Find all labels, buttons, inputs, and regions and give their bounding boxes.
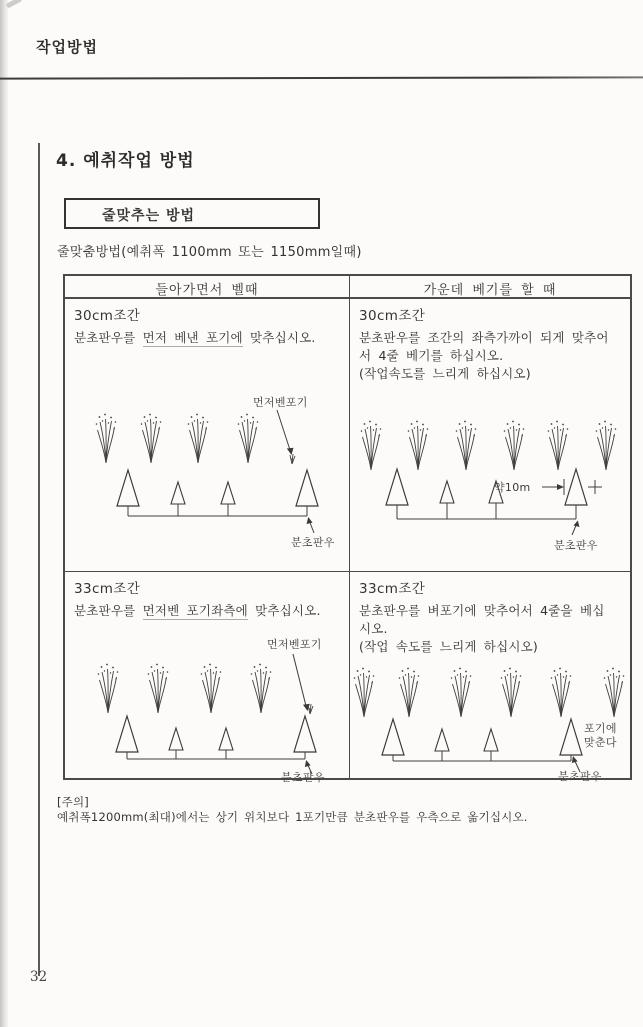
divider-marker-icon bbox=[116, 716, 138, 752]
running-header: 작업방법 bbox=[36, 38, 98, 56]
arrowhead bbox=[307, 517, 313, 524]
rice-plant-icon bbox=[201, 664, 222, 713]
divider-marker-icon bbox=[219, 728, 233, 750]
cell-text bbox=[74, 577, 343, 620]
text-post: 맞추십시오. bbox=[247, 603, 321, 618]
text-underlined: 먼저 베낸 포기에 bbox=[142, 330, 243, 345]
divider-marker-icon bbox=[440, 481, 454, 503]
rice-plant-icon bbox=[98, 664, 119, 713]
rice-plant-icon bbox=[548, 421, 569, 470]
header-rule bbox=[0, 76, 643, 79]
rice-plant-icon bbox=[141, 414, 162, 463]
rice-plant-icon bbox=[148, 664, 169, 713]
label-cut-clump: 먼저벤포기 bbox=[267, 638, 322, 651]
cell-30cm-center bbox=[350, 299, 630, 572]
rice-plant-icon bbox=[399, 668, 420, 717]
cell-text bbox=[359, 577, 624, 656]
arrowhead bbox=[287, 448, 294, 455]
rice-plant-icon bbox=[96, 414, 117, 463]
rice-plant-icon bbox=[238, 414, 259, 463]
row-spacing-title: 33cm조간 bbox=[359, 581, 426, 597]
notice bbox=[57, 795, 528, 825]
divider-marker-icon bbox=[382, 719, 404, 755]
scan-artifact bbox=[6, 0, 22, 8]
divider-marker-icon bbox=[294, 716, 316, 752]
section-vertical-rule bbox=[38, 143, 40, 976]
rice-plant-icon bbox=[604, 668, 625, 717]
diagram-30cm-center bbox=[350, 399, 633, 572]
divider-marker-icon bbox=[565, 469, 587, 505]
rice-plant-icon bbox=[504, 421, 525, 470]
text-pre: 분초판우를 bbox=[74, 603, 143, 618]
cell-30cm-turning bbox=[65, 299, 350, 572]
text-post: 맞추십시오. bbox=[242, 330, 316, 345]
rice-plant-icon bbox=[361, 421, 382, 470]
intro-text: 줄맞춤방법(예취폭 1100mm 또는 1150mm일때) bbox=[57, 245, 362, 260]
divider-marker-icon bbox=[386, 469, 408, 505]
arrowhead bbox=[557, 484, 564, 490]
rice-plant-icon bbox=[451, 668, 472, 717]
instruction-text bbox=[74, 602, 343, 620]
rice-plant-icon bbox=[501, 668, 522, 717]
label-align-line2: 맞춘다 bbox=[584, 736, 617, 749]
text-underlined: 먼저벤 포기좌측에 bbox=[142, 603, 248, 618]
arrowhead bbox=[305, 760, 311, 767]
label-divider: 분초판우 bbox=[558, 770, 602, 783]
instruction-line: (작업 속도를 느리게 하십시오) bbox=[359, 639, 538, 654]
divider-marker-icon bbox=[117, 470, 139, 506]
instruction-line: 분초판우를 벼포기에 맞추어서 4줄을 베십 bbox=[359, 603, 605, 618]
divider-marker-icon bbox=[221, 482, 235, 504]
instruction-text bbox=[74, 329, 343, 347]
label-divider: 분초판우 bbox=[291, 536, 335, 549]
cell-text bbox=[74, 304, 343, 347]
alignment-method-table bbox=[63, 274, 632, 784]
label-divider: 분초판우 bbox=[554, 539, 598, 552]
rice-plant-icon bbox=[408, 421, 429, 470]
divider-marker-icon bbox=[435, 729, 449, 751]
rice-plant-icon bbox=[596, 421, 617, 470]
cell-text bbox=[359, 304, 624, 383]
arrowhead bbox=[572, 756, 578, 763]
diagram-33cm-turning bbox=[65, 632, 349, 782]
table-header-center-cut: 가운데 베기를 할 때 bbox=[350, 276, 630, 299]
method-box bbox=[64, 198, 320, 229]
method-box-label: 줄맞추는 방법 bbox=[102, 208, 196, 224]
label-divider: 분초판우 bbox=[281, 771, 325, 784]
cell-33cm-turning bbox=[65, 572, 350, 784]
rice-plant-icon bbox=[251, 664, 272, 713]
notice-text: 예취폭1200mm(최대)에서는 상기 위치보다 1포기만큼 분초판우를 우측으로 옮기십시오. bbox=[57, 810, 528, 824]
rice-plant-icon bbox=[456, 421, 477, 470]
rice-plant-icon bbox=[551, 668, 572, 717]
label-cut-clump: 먼저벤포기 bbox=[253, 396, 308, 409]
page-title: 4. 예취작업 방법 bbox=[56, 151, 195, 171]
notice-label: [주의] bbox=[57, 795, 89, 809]
arrowhead bbox=[574, 521, 580, 528]
diagram-33cm-center bbox=[350, 660, 633, 782]
instruction-line: 서 4줄 베기를 하십시오. bbox=[359, 348, 504, 363]
divider-marker-icon bbox=[296, 470, 318, 506]
row-spacing-title: 33cm조간 bbox=[74, 581, 141, 597]
rice-plant-icon bbox=[354, 668, 375, 717]
divider-marker-icon bbox=[171, 482, 185, 504]
row-spacing-title: 30cm조간 bbox=[74, 308, 141, 324]
text-pre: 분초판우를 bbox=[74, 330, 143, 345]
divider-marker-icon bbox=[560, 719, 582, 755]
label-distance: 약10m bbox=[494, 481, 531, 494]
label-align-line1: 포기에 bbox=[584, 722, 617, 735]
cell-33cm-center bbox=[350, 572, 630, 783]
instruction-line: 분초판우를 조간의 좌측가까이 되게 맞추어 bbox=[359, 330, 609, 345]
diagram-30cm-turning bbox=[65, 384, 349, 572]
table-header-turning-cut: 들아가면서 벨때 bbox=[65, 276, 350, 299]
divider-marker-icon bbox=[169, 728, 183, 750]
divider-marker-icon bbox=[484, 729, 498, 751]
page-number: 32 bbox=[30, 969, 48, 985]
row-spacing-title: 30cm조간 bbox=[359, 308, 426, 324]
rice-plant-icon bbox=[188, 414, 209, 463]
instruction-line: 시오. bbox=[359, 621, 388, 636]
cut-stub-icon bbox=[290, 454, 295, 464]
scan-edge-shadow bbox=[0, 0, 8, 1027]
instruction-line: (작업속도를 느리게 하십시오) bbox=[359, 366, 531, 381]
